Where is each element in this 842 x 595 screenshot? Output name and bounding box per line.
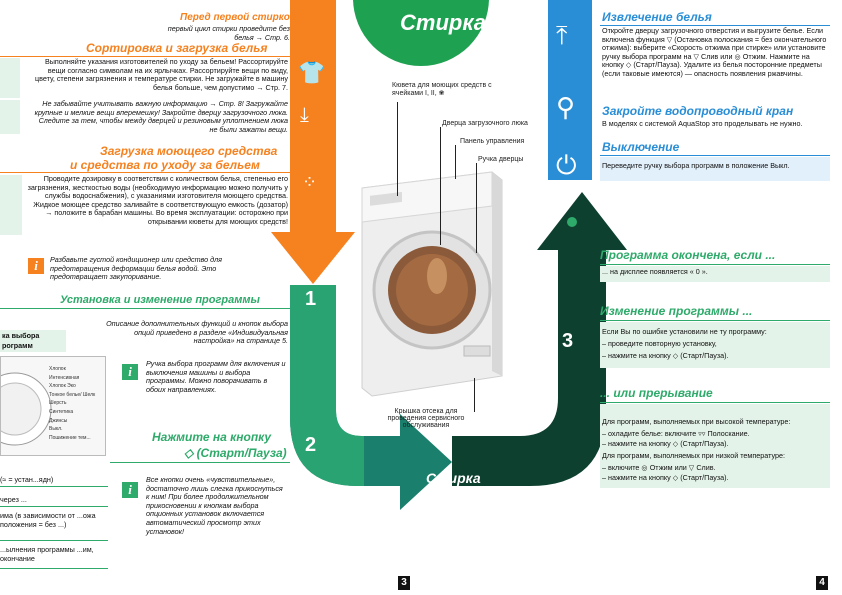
rule — [0, 540, 108, 541]
orange-arrow — [271, 0, 355, 284]
washing-machine-image — [352, 166, 508, 402]
info2-text: Ручка выбора программ для включения и выключения машины и выбора программы. Можно поворачивать в обоих направлениях. — [146, 359, 286, 394]
fragment: ...ылнения программы ...им, окончание — [0, 545, 94, 563]
detergent-title-1: Загрузка моющего средства — [100, 144, 278, 158]
install-title: Установка и изменение программы — [60, 294, 260, 306]
program-knob-panel — [0, 356, 106, 456]
info-icon: i — [122, 364, 138, 380]
abort-text-1: Для программ, выполняемых при высокой температуре: — [602, 417, 791, 426]
abort-text-3: – нажмите на кнопку ◇ (Старт/Пауза). — [602, 439, 729, 448]
fragment: (≈ = устан...ядн) — [0, 475, 54, 484]
desc-text: Описание дополнительных функций и кнопок выбора опций приведено в разделе «Индивидуальная настройка» на странице 5. — [106, 319, 288, 346]
change-text-2: – проведите повторную установку, — [602, 339, 717, 348]
green-dot — [567, 217, 577, 227]
remove-title: Извлечение белья — [602, 10, 712, 24]
rule — [600, 402, 830, 403]
info3-text: Все кнопки очень «чувствительные», достаточно лишь слегка прикоснуться к ним! При более продолжительном прикосновении к кнопкам выбора опционных установок включается автоматический просмотр этих установок! — [146, 475, 283, 536]
sort-text: Выполняйте указания изготовителей по уходу за бельем! Рассортируйте вещи согласно символам на их ярлычках. Рассортируйте вещи по виду, цвету, степени загрязнения и температуре стирки. Не загружайте в машину белья больше, чем допустимо → Стр. 7. — [34, 57, 288, 92]
knob-item: Тонкое белье/ Шелк — [49, 391, 96, 398]
before-text: первый цикл стирки проведите без белья → Стр. 6. — [167, 24, 290, 42]
info1-text: Разбавьте густой кондиционер или средство для предотвращения деформации белья водой. Это предотвращает закупоривание. — [50, 255, 223, 282]
detergent-title-2: и средства по уходу за бельем — [70, 158, 260, 172]
rule — [600, 320, 830, 321]
callout-panel: Панель управления — [460, 138, 525, 145]
abort-text-5: – включите ◎ Отжим или ▽ Слив. — [602, 463, 716, 472]
rule — [600, 155, 830, 156]
abort-title: ... или прерывание — [600, 386, 713, 400]
knob-item: Выкл. — [49, 426, 63, 433]
abort-text-4: Для программ, выполняемых при низкой температуре: — [602, 451, 785, 460]
photo-placeholder — [0, 100, 20, 134]
change-text-1: Если Вы по ошибке установили не ту программу: — [602, 327, 767, 336]
off-text: Переведите ручку выбора программ в положение Выкл. — [602, 161, 790, 170]
rule — [110, 462, 290, 463]
step-2: 2 — [305, 434, 317, 456]
press-title: Нажмите на кнопку — [152, 430, 272, 444]
center-title: Стирка — [400, 10, 486, 35]
info-icon: i — [122, 482, 138, 498]
detergent-text: Проводите дозировку в соответствии с количеством белья, степенью его загрязнения, жесткостью воды (необходимую информацию можно получить у службы водоснабжения), с указаниями изготовителя моющего средства. Жидкое моющее средство заливайте в соответствующую емкость (дозатор) → положите в барабан машины. Во время эксплуатации: осторожно при открывании кюветы для моющих средств! — [27, 174, 288, 226]
note-text: Не забывайте учитывать важную информацию → Стр. 8! Загружайте крупные и мелкие вещи вперемешку! Закройте дверцу загрузочного люка. Следите за тем, чтобы между дверцей и резиновым уплотнением люка не были зажаты вещи. — [34, 99, 288, 134]
fragment: има (в зависимости от ...ожа положения = без ...) — [0, 511, 96, 529]
callout-cover: Крышка отсека для проведения сервисного обслуживания — [387, 408, 465, 429]
sort-title: Сортировка и загрузка белья — [86, 41, 268, 55]
step-1: 1 — [305, 288, 317, 310]
abort-text-2: – охладите белье: включите ▿▿ Полоскание. — [602, 429, 750, 438]
drawer-photo — [0, 175, 22, 235]
load-icon: ⤓ — [300, 104, 309, 126]
info-icon: i — [28, 258, 44, 274]
page-number-left: 3 — [398, 576, 410, 590]
callout-handle: Ручка дверцы — [478, 156, 524, 163]
power-icon: ⏻ — [556, 150, 577, 180]
tap-icon: ⚲ — [556, 92, 576, 122]
done-text: ... на дисплее появляется « 0 ». — [602, 267, 708, 276]
tap-title: Закройте водопроводный кран — [602, 104, 794, 118]
change-text-3: – нажмите на кнопку ◇ (Старт/Пауза). — [602, 351, 729, 360]
rule — [600, 264, 830, 265]
callout-door: Дверца загрузочного люка — [442, 120, 528, 127]
powder-icon: ⁘ — [302, 172, 318, 192]
press-sub: ◇ (Старт/Пауза) — [184, 446, 287, 460]
before-title: Перед первой стиркой — [180, 12, 297, 23]
page-number-right: 4 — [816, 576, 828, 590]
fragment: через ... — [0, 495, 27, 504]
rule — [0, 308, 290, 309]
callout-cuvette: Кювета для моющих средств с ячейками I, II, ❀ — [392, 82, 492, 97]
rule — [0, 506, 108, 507]
change-title: Изменение программы ... — [600, 304, 753, 318]
knob-item: Синтетика — [49, 408, 74, 415]
unload-icon: ⤒ — [556, 20, 568, 50]
shirt-icon: 👕 — [298, 60, 326, 85]
knob-item: Джинсы — [49, 417, 68, 424]
bottom-title: Стирка — [426, 470, 481, 486]
rule — [0, 486, 108, 487]
tap-text: В моделях с системой AquaStop это проделывать не нужно. — [602, 119, 803, 128]
knob-item: Хлопок Эко — [49, 383, 76, 390]
knob-item: Хлопок — [49, 366, 66, 372]
remove-text: Откройте дверцу загрузочного отверстия и выгрузите белье. Если включена функция ▽ (Остановка полоскания = без окончательного отжима): выберите «Скорость отжима при стирке» или установите ручку выбора программ на ▽ Слив или ◎ Отжим. Нажмите на кнопку ◇ (Старт/Пауза). Удалите из белья посторонние предметы (если таковые имеются) — опасность появления ржавчины. — [602, 26, 827, 78]
shirt-icon-bg — [0, 58, 20, 98]
knob-item: Шерсть — [49, 400, 67, 407]
step-3: 3 — [562, 330, 574, 352]
knob-label-2: рограмм — [2, 341, 33, 350]
knob-item: Интенсивная — [49, 374, 80, 381]
done-title: Программа окончена, если ... — [600, 248, 776, 262]
knob-items — [49, 365, 95, 442]
rule — [0, 568, 108, 569]
knob-label-1: ка выбора — [2, 331, 40, 340]
off-title: Выключение — [602, 140, 680, 154]
knob-item: Пошижение тем... — [49, 434, 91, 441]
abort-text-6: – нажмите на кнопку ◇ (Старт/Пауза). — [602, 473, 729, 482]
rule — [0, 172, 290, 173]
